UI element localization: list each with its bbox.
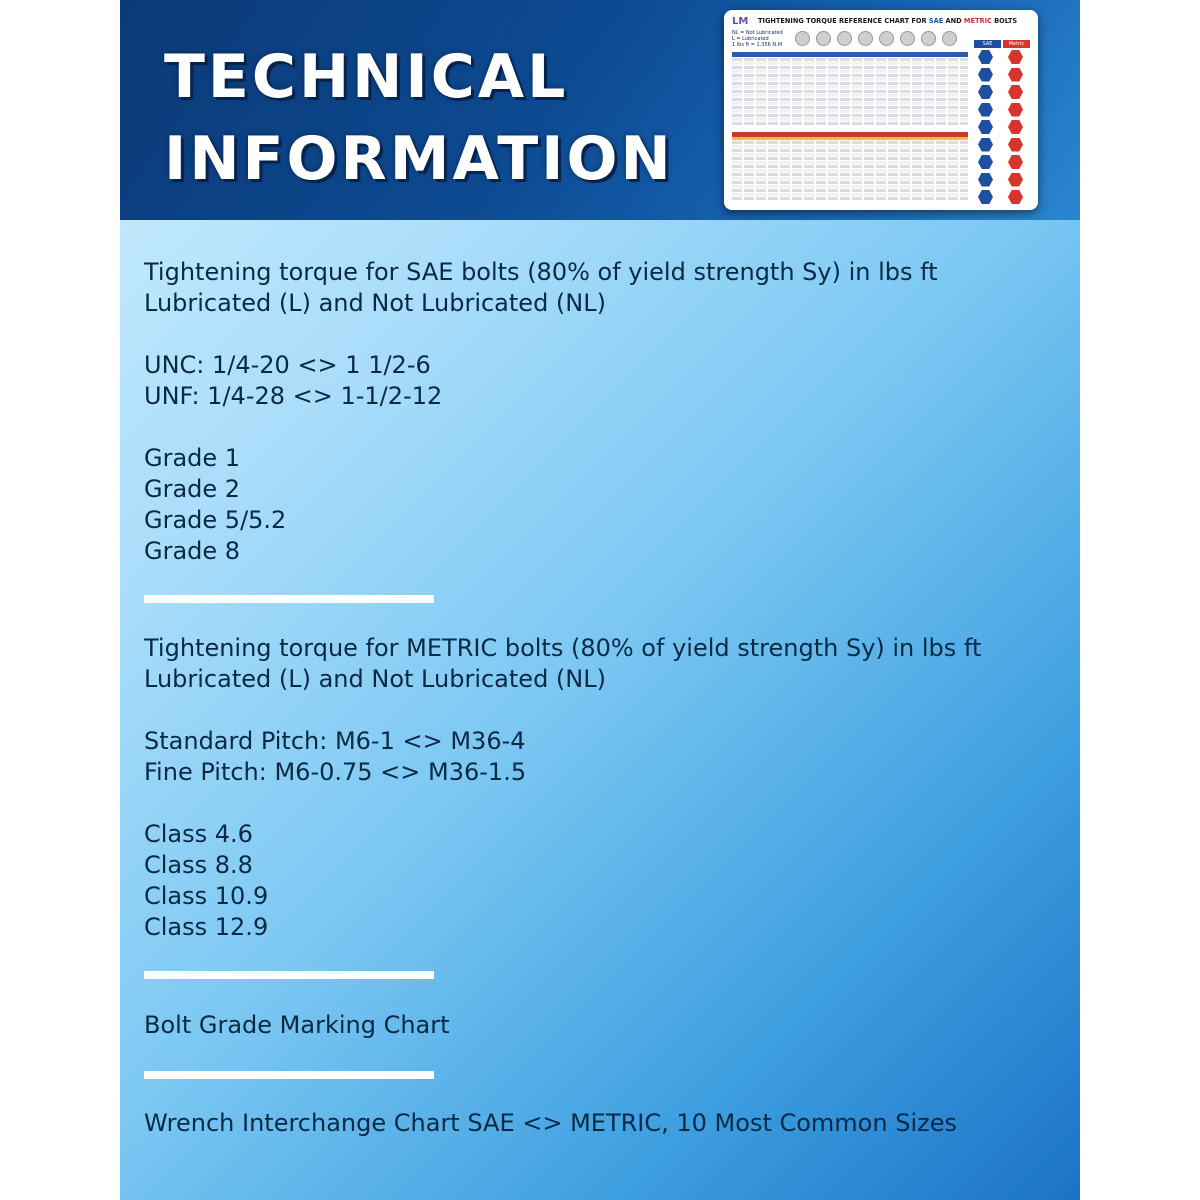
bolt-head-icon bbox=[900, 31, 915, 46]
table-row bbox=[732, 181, 968, 184]
wrench-chart-label: Wrench Interchange Chart SAE <> METRIC, 10 Most Common Sizes bbox=[144, 1109, 957, 1137]
list-item: Grade 5/5.2 bbox=[144, 506, 287, 534]
table-row bbox=[732, 185, 968, 188]
page-title bbox=[164, 36, 674, 200]
table-row bbox=[732, 78, 968, 81]
sae-heading-line-1: Tightening torque for SAE bolts (80% of yield strength Sy) in lbs ft bbox=[144, 258, 938, 286]
bolt-head-icon bbox=[942, 31, 957, 46]
metric-heading-line-1: Tightening torque for METRIC bolts (80% of yield strength Sy) in lbs ft bbox=[144, 634, 982, 662]
wrench-row bbox=[974, 171, 1032, 189]
table-row bbox=[732, 74, 968, 77]
thumbnail-title-sae: SAE bbox=[928, 17, 944, 25]
bolt-head-icon bbox=[858, 31, 873, 46]
sae-grade-list bbox=[144, 443, 286, 567]
table-row bbox=[732, 161, 968, 164]
sae-hex-icon bbox=[978, 85, 993, 99]
torque-chart-thumbnail bbox=[724, 10, 1038, 210]
sae-hex-icon bbox=[978, 103, 993, 117]
list-item: Class 8.8 bbox=[144, 851, 253, 879]
bolt-head-icon bbox=[816, 31, 831, 46]
table-row bbox=[732, 153, 968, 156]
table-row bbox=[732, 102, 968, 105]
table-row bbox=[732, 197, 968, 200]
title-line-1: TECHNICAL bbox=[164, 42, 569, 112]
unf-range: UNF: 1/4-28 <> 1-1/2-12 bbox=[144, 382, 443, 410]
metric-hex-icon bbox=[1008, 173, 1023, 187]
legend-nl: NL = Not Lubricated bbox=[732, 30, 783, 36]
standard-pitch-range: Standard Pitch: M6-1 <> M36-4 bbox=[144, 727, 526, 755]
list-item: Grade 1 bbox=[144, 444, 241, 472]
sae-thread-ranges bbox=[144, 350, 442, 412]
wrench-row bbox=[974, 118, 1032, 136]
metric-table-subheader-bar bbox=[732, 137, 968, 140]
content-panel bbox=[120, 0, 1080, 1200]
legend-l: L = Lubricated bbox=[732, 36, 769, 42]
sae-torque-table-thumbnail bbox=[732, 52, 968, 125]
title-line-2: INFORMATION bbox=[164, 124, 674, 194]
wrench-header bbox=[974, 40, 1032, 48]
metric-heading bbox=[144, 633, 981, 695]
metric-class-list bbox=[144, 819, 268, 943]
sae-hex-icon bbox=[978, 173, 993, 187]
wrench-row bbox=[974, 153, 1032, 171]
sae-table-header-bar bbox=[732, 52, 968, 57]
sae-hex-icon bbox=[978, 120, 993, 134]
bolt-head-icon bbox=[879, 31, 894, 46]
table-row bbox=[732, 58, 968, 61]
metric-hex-icon bbox=[1008, 68, 1023, 82]
thumbnail-title-metric: METRIC bbox=[963, 17, 992, 25]
table-row bbox=[732, 66, 968, 69]
metric-hex-icon bbox=[1008, 120, 1023, 134]
sae-hex-icon bbox=[978, 155, 993, 169]
thumbnail-legend bbox=[732, 30, 783, 48]
table-row bbox=[732, 114, 968, 117]
table-row bbox=[732, 169, 968, 172]
sae-hex-icon bbox=[978, 68, 993, 82]
metric-hex-icon bbox=[1008, 103, 1023, 117]
sae-heading bbox=[144, 257, 938, 319]
list-item: Grade 8 bbox=[144, 537, 241, 565]
thumbnail-title-suffix: BOLTS bbox=[991, 17, 1018, 25]
wrench-row bbox=[974, 101, 1032, 119]
table-row bbox=[732, 173, 968, 176]
list-item: Class 10.9 bbox=[144, 882, 269, 910]
bolt-head-icon bbox=[795, 31, 810, 46]
table-row bbox=[732, 149, 968, 152]
metric-hex-icon bbox=[1008, 155, 1023, 169]
section-divider bbox=[144, 971, 434, 979]
table-row bbox=[732, 165, 968, 168]
unc-range: UNC: 1/4-20 <> 1 1/2-6 bbox=[144, 351, 431, 379]
table-row bbox=[732, 94, 968, 97]
metric-hex-icon bbox=[1008, 50, 1023, 64]
bolt-head-icon bbox=[837, 31, 852, 46]
wrench-header-metric: Metric bbox=[1003, 40, 1030, 48]
list-item: Grade 2 bbox=[144, 475, 241, 503]
wrench-interchange-thumbnail bbox=[974, 40, 1032, 206]
sae-heading-line-2: Lubricated (L) and Not Lubricated (NL) bbox=[144, 289, 606, 317]
list-item: Class 4.6 bbox=[144, 820, 253, 848]
table-row bbox=[732, 70, 968, 73]
bolt-head-icons bbox=[792, 30, 968, 50]
thumbnail-title-and: AND bbox=[943, 17, 964, 25]
list-item: Class 12.9 bbox=[144, 913, 269, 941]
wrench-row bbox=[974, 188, 1032, 206]
wrench-header-sae: SAE bbox=[974, 40, 1001, 48]
metric-torque-table-thumbnail bbox=[732, 132, 968, 200]
table-row bbox=[732, 189, 968, 192]
table-row bbox=[732, 157, 968, 160]
bolt-head-icon bbox=[921, 31, 936, 46]
wrench-row bbox=[974, 48, 1032, 66]
legend-conversion: 1 lbs ft = 1.356 N.M bbox=[732, 42, 783, 48]
section-divider bbox=[144, 1071, 434, 1079]
table-row bbox=[732, 118, 968, 121]
table-row bbox=[732, 193, 968, 196]
metric-hex-icon bbox=[1008, 85, 1023, 99]
table-row bbox=[732, 141, 968, 144]
brand-logo-icon: LM bbox=[732, 16, 749, 27]
metric-hex-icon bbox=[1008, 190, 1023, 204]
thumbnail-title bbox=[758, 17, 1017, 25]
table-row bbox=[732, 86, 968, 89]
marking-chart-label: Bolt Grade Marking Chart bbox=[144, 1011, 450, 1039]
metric-pitch-ranges bbox=[144, 726, 526, 788]
fine-pitch-range: Fine Pitch: M6-0.75 <> M36-1.5 bbox=[144, 758, 527, 786]
sae-hex-icon bbox=[978, 190, 993, 204]
thumbnail-title-prefix: TIGHTENING TORQUE REFERENCE CHART FOR bbox=[758, 17, 929, 25]
sae-hex-icon bbox=[978, 138, 993, 152]
table-row bbox=[732, 90, 968, 93]
metric-heading-line-2: Lubricated (L) and Not Lubricated (NL) bbox=[144, 665, 606, 693]
sae-hex-icon bbox=[978, 50, 993, 64]
wrench-row bbox=[974, 136, 1032, 154]
wrench-row bbox=[974, 66, 1032, 84]
table-row bbox=[732, 177, 968, 180]
table-row bbox=[732, 98, 968, 101]
table-row bbox=[732, 145, 968, 148]
wrench-row bbox=[974, 83, 1032, 101]
table-row bbox=[732, 82, 968, 85]
metric-hex-icon bbox=[1008, 138, 1023, 152]
table-row bbox=[732, 110, 968, 113]
table-row bbox=[732, 106, 968, 109]
table-row bbox=[732, 122, 968, 125]
header-banner bbox=[120, 0, 1080, 220]
section-divider bbox=[144, 595, 434, 603]
table-row bbox=[732, 62, 968, 65]
